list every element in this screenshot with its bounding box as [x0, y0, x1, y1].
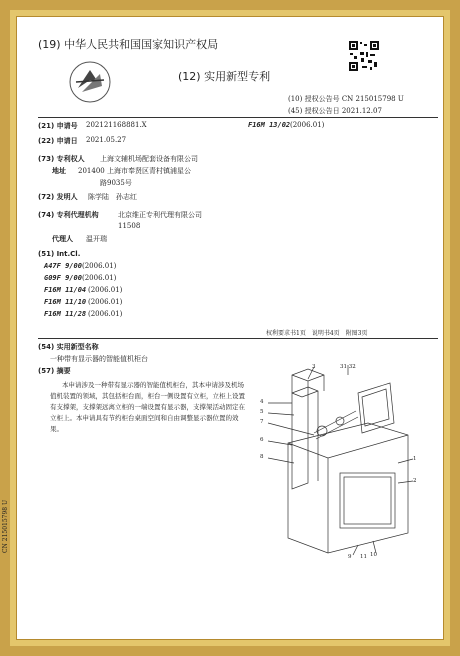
agency-label: (74) 专利代理机构: [38, 211, 99, 219]
drawing-label: 10: [370, 552, 377, 558]
cls-version: (2006.01): [88, 310, 123, 318]
cls-version: (2006.01): [82, 262, 117, 270]
pages-note: 权利要求书1页 说明书4页 附图3页: [266, 330, 368, 337]
holder-label: (73) 专利权人: [38, 155, 85, 163]
ipc-main: F16M 13/02: [248, 121, 291, 129]
title-label: (54) 实用新型名称: [38, 343, 99, 351]
agent: 温开瑞: [86, 235, 107, 243]
ipc-main-version: (2006.01): [290, 121, 325, 129]
intcl-label: (51) Int.Cl.: [38, 250, 81, 258]
drawing-label: 6: [260, 437, 264, 443]
app-date: 2021.05.27: [86, 136, 127, 144]
cls-code: G09F 9/00: [44, 274, 82, 282]
drawing-label: 1: [413, 456, 417, 462]
app-date-label: (22) 申请日: [38, 137, 78, 145]
cls-version: (2006.01): [88, 286, 123, 294]
cls-version: (2006.01): [88, 298, 123, 306]
cls-code: F16M 11/04: [44, 286, 87, 294]
drawing-label: 7: [260, 419, 264, 425]
abstract-label: (57) 摘要: [38, 367, 71, 375]
drawing-label: 31 32: [340, 364, 356, 370]
cls-code: F16M 11/10: [44, 298, 87, 306]
cnipa-emblem-icon: [68, 60, 112, 104]
publication-number: (10) 授权公告号 CN 215015798 U: [288, 95, 404, 103]
inventor-label: (72) 发明人: [38, 193, 78, 201]
app-no: 202121168881.X: [86, 121, 147, 129]
drawing-label: 9: [348, 554, 352, 560]
cls-code: A47F 9/00: [44, 262, 82, 270]
cls-code: F16M 11/28: [44, 310, 87, 318]
patent-page: [2, 18, 442, 638]
cls-version: (2006.01): [82, 274, 117, 282]
drawing-label: 4: [260, 399, 264, 405]
drawing-label: 3: [312, 364, 316, 370]
address-label: 地址: [52, 167, 66, 175]
drawing-label: 5: [260, 409, 264, 415]
app-no-label: (21) 申请号: [38, 122, 78, 130]
agency-line-2: 11508: [118, 222, 141, 230]
address-line-1: 201400 上海市奉贤区青村镇浦星公: [78, 167, 191, 175]
patent-kind: (12) 实用新型专利: [178, 70, 271, 83]
rule-top: [38, 117, 438, 118]
drawing-label: 8: [260, 454, 264, 460]
qr-code-icon: [348, 40, 380, 72]
drawing-label: 11: [360, 554, 367, 560]
abstract-text: 本申请涉及一种带有显示器的智能值机柜台，其本申请涉及机场值机装置的领域，其包括柜台面，柜台一侧设置有立柜，立柜上设置有支撑架，支撑架远离立柜的一端设置有显示器，支撑架活动固定在立柜上。本申请具有节约柜台桌面空间和自由调整显示器位置的效果。: [50, 381, 245, 433]
utility-title: 一种带有显示器的智能值机柜台: [50, 355, 148, 363]
inventor: 陈学陆 孙志红: [88, 193, 137, 201]
agency-line-1: 北京维正专利代理有限公司: [118, 211, 202, 219]
holder: 上海文辅机场配套设备有限公司: [100, 155, 198, 163]
side-publication-id: CN 215015798 U: [2, 499, 9, 553]
address-line-2: 路9035号: [100, 179, 132, 187]
office-header: (19) 中华人民共和国国家知识产权局: [38, 38, 219, 51]
agent-label: 代理人: [52, 235, 73, 243]
patent-drawing: [248, 363, 418, 558]
rule-middle: [38, 338, 438, 339]
publication-date: (45) 授权公告日 2021.12.07: [288, 107, 382, 115]
drawing-label: 2: [413, 478, 417, 484]
